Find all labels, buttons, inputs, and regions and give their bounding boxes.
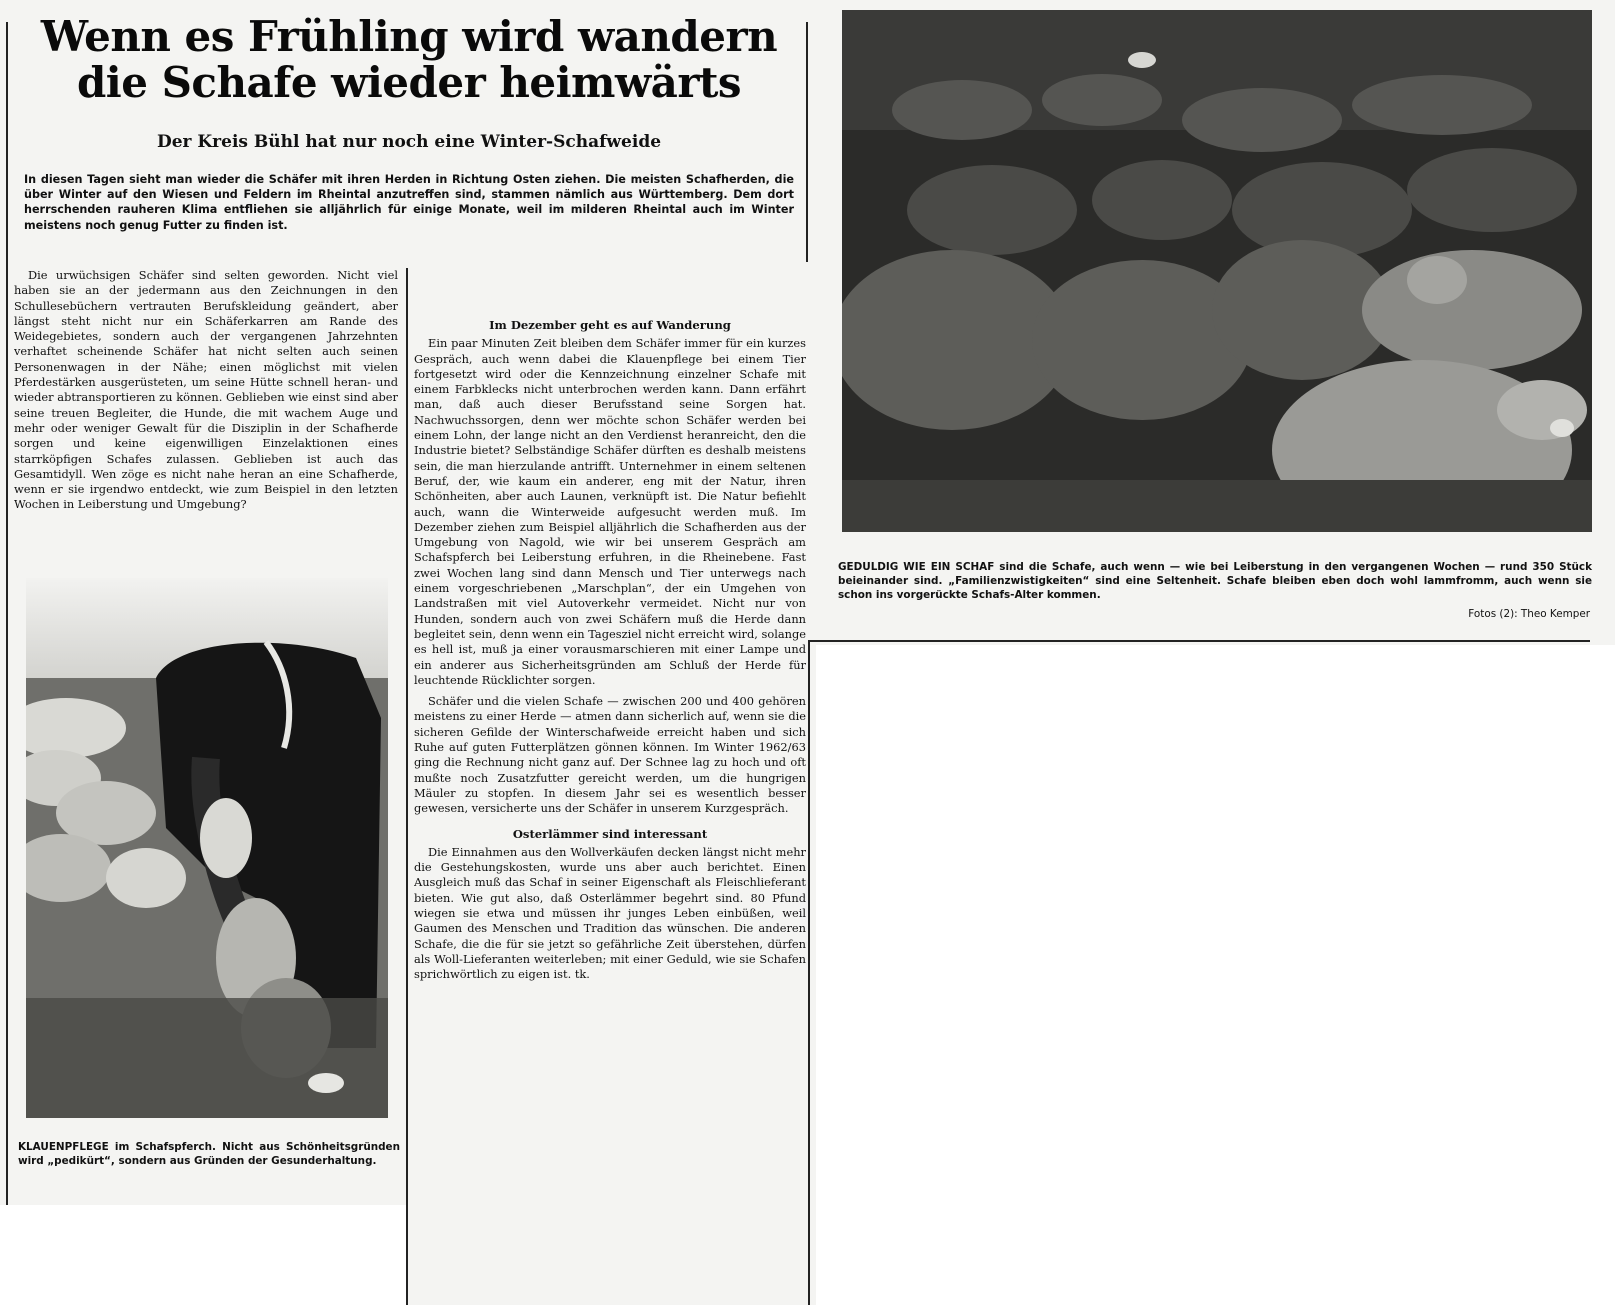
- headline-line1: Wenn es Frühling wird wandern: [40, 12, 778, 61]
- photo-schafherde-image: [842, 10, 1592, 532]
- caption-schafherde: GEDULDIG WIE EIN SCHAF sind die Schafe, auch wenn — wie bei Leiberstung in den vergangenen Wochen — rund 350 Stück beieinander sind. „Familienzwistigkeiten“ sind eine Seltenheit. Schafe bleiben eben doch wohl lammfromm, auch wenn sie schon ins vorgerückte Schafs-Alter kommen.: [838, 561, 1592, 601]
- paragraph-1: Die urwüchsigen Schäfer sind selten geworden. Nicht viel haben sie an der jedermann aus den Zeichnungen in den Schullesebüchern vertrauten Berufskleidung geändert, aber längst steht nicht nur ein Schäferkarren am Rande des Weidegebietes, sondern auch der vergangenen Jahrzehnten verhaftet scheinende Schäfer hat nicht selten auch seinen Personenwagen in der Nähe; einen möglichst mit vielen Pferdestärken ausgerüsteten, um seine Hütte schnell heran- und wieder abtransportieren zu können. Geblieben wie einst sind aber seine treuen Begleiter, die Hunde, die mit wachem Auge und mehr oder weniger Gewalt für die Disziplin in der Schafherde sorgen und keine eigenwilligen Einzelaktionen eines starrköpfigen Schafes zulassen. Geblieben ist auch das Gesamtidyll. Wen zöge es nicht nahe heran an eine Schafherde, wenn er sie irgendwo entdeckt, wie zum Beispiel in den letzten Wochen in Leiberstung und Umgebung?: [14, 268, 398, 512]
- photo-klauenpflege: [26, 578, 388, 1118]
- rule-left-border: [6, 22, 8, 1205]
- lead-paragraph: In diesen Tagen sieht man wieder die Schäfer mit ihren Herden in Richtung Osten ziehen. Die meisten Schafherden, die über Winter auf den Wiesen und Feldern im Rheintal anzutreffen sind, stammen nämlich aus Württemberg. Dem dort herrschenden rauheren Klima entfliehen sie alljährlich für einige Monate, weil im milderen Rheintal auch im Winter meistens noch genug Futter zu finden ist.: [24, 173, 794, 232]
- paragraph-2: Ein paar Minuten Zeit bleiben dem Schäfer immer für ein kurzes Gespräch, auch wenn dabei die Klauenpflege bei einem Tier fortgesetzt wird oder die Kennzeichnung einzelner Schafe mit einem Farbklecks nicht unterbrochen werden kann. Dann erfährt man, daß auch dieser Berufsstand seine Sorgen hat. Nachwuchssorgen, denn wer möchte schon Schäfer werden bei einem Lohn, der lange nicht an den Verdienst heranreicht, den die Industrie bietet? Selbständige Schäfer dürften es deshalb meistens sein, die man hierzulande antrifft. Unternehmer in einem seltenen Beruf, der, wie kaum ein anderer, eng mit der Natur, ihren Schönheiten, aber auch Launen, verknüpft ist. Die Natur befiehlt auch, wann die Winterweide aufgesucht werden muß. Im Dezember ziehen zum Beispiel alljährlich die Schafherden aus der Umgebung von Nagold, wie wir bei unserem Gespräch am Schafspferch bei Leiberstung erfuhren, in die Rheinebene. Fast zwei Wochen lang sind dann Mensch und Tier unterwegs nach einem vorgeschriebenen „Marschplan“, der ein Umgehen von Landstraßen mit viel Autoverkehr vermeidet. Nicht nur von Hunden, sondern auch von zwei Schäfern muß die Herde dann begleitet sein, denn wenn ein Tagesziel nicht erreicht wird, solange es hell ist, muß ja einer vorausmarschieren mit einer Lampe und ein anderer aus Sicherheitsgründen am Schluß der Herde für leuchtende Rücklichter sorgen.: [414, 336, 806, 687]
- photo-credit: Fotos (2): Theo Kemper: [1468, 608, 1590, 620]
- headline: [14, 14, 804, 106]
- headline-line2: die Schafe wieder heimwärts: [76, 58, 742, 107]
- paragraph-4: Die Einnahmen aus den Wollverkäufen decken längst nicht mehr die Gestehungskosten, wurde uns aber auch berichtet. Einen Ausgleich muß das Schaf in seiner Eigenschaft als Fleischlieferant bieten. Wie gut also, daß Osterlämmer begehrt sind. 80 Pfund wiegen sie etwa und müssen ihr junges Leben einbüßen, weil Gaumen des Menschen und Tradition das wünschen. Die anderen Schafe, die die für sie jetzt so gefährliche Zeit überstehen, dürfen als Woll-Lieferanten weiterleben; mit einer Geduld, wie sie Schafen sprichwörtlich zu eigen ist. tk.: [414, 844, 806, 982]
- subheading-osterlaemmer: Osterlämmer sind interessant: [512, 826, 708, 841]
- photo-schafherde: [842, 10, 1592, 532]
- subheadline: Der Kreis Bühl hat nur noch eine Winter-Schafweide: [156, 132, 662, 152]
- rule-column-divider: [406, 268, 408, 1305]
- photo-klauenpflege-image: [26, 578, 388, 1118]
- article-column-1: [14, 268, 398, 568]
- rule-bottom-right: [808, 640, 1590, 642]
- article-column-2: [414, 268, 806, 1298]
- caption-klauenpflege: KLAUENPFLEGE im Schafspferch. Nicht aus Schönheitsgründen wird „pedikürt“, sondern aus Gründen der Gesunderhaltung.: [18, 1141, 400, 1167]
- subheading-dezember: Im Dezember geht es auf Wanderung: [489, 318, 731, 332]
- rule-headline-right: [806, 22, 808, 262]
- paragraph-3: Schäfer und die vielen Schafe — zwischen 200 und 400 gehören meistens zu einer Herde — atmen dann sicherlich auf, wenn sie die sicheren Gefilde der Winterschafweide erreicht haben und sich Ruhe auf guten Futterplätzen gönnen können. Im Winter 1962/63 ging die Rechnung nicht ganz auf. Der Schnee lag zu hoch und oft mußte noch Zusatzfutter gereicht werden, um die hungrigen Mäuler zu stopfen. In diesem Jahr sei es wesentlich besser gewesen, versicherte uns der Schäfer in unserem Kurzgespräch.: [414, 694, 806, 816]
- rule-middle-right: [808, 640, 810, 1305]
